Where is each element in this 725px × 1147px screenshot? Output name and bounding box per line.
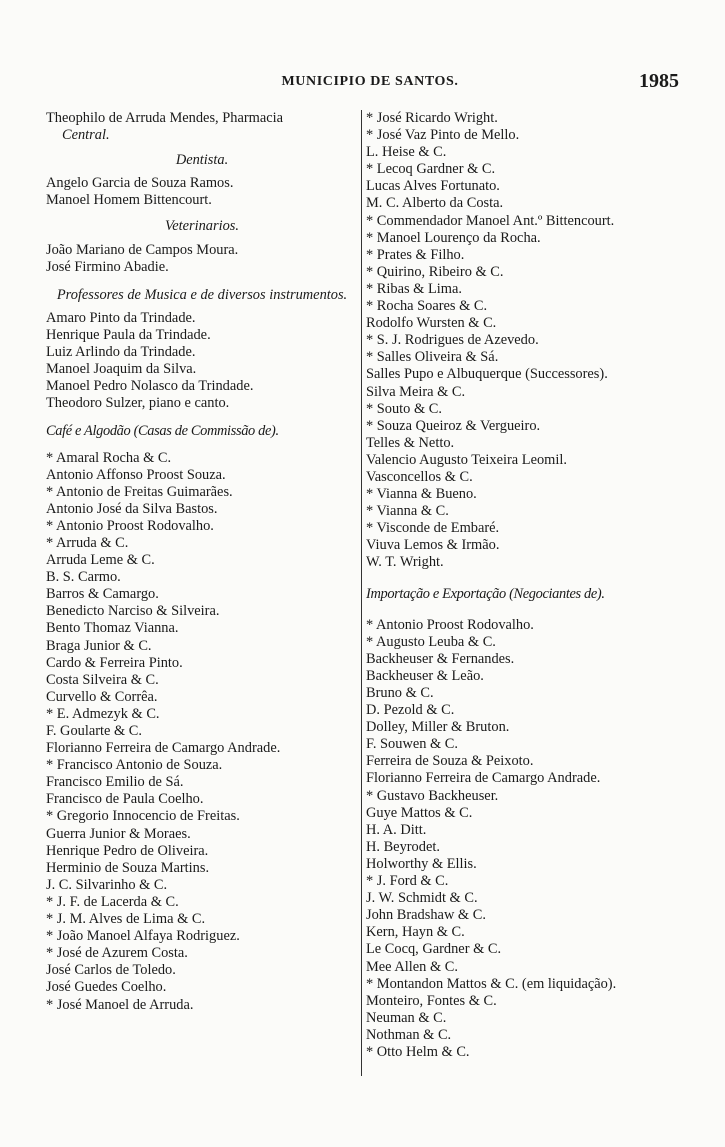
list-item: * Commendador Manoel Ant.º Bittencourt. xyxy=(366,212,615,229)
section-heading-cafe-algodao: Café e Algodão (Casas de Commissão de). xyxy=(46,423,279,440)
list-item: Henrique Pedro de Oliveira. xyxy=(46,842,209,859)
list-item: * J. Ford & C. xyxy=(366,873,449,890)
left-column xyxy=(46,110,358,1014)
list-item: * Antonio Proost Rodovalho. xyxy=(46,517,214,534)
list-item: Bruno & C. xyxy=(366,685,434,701)
list-item: * Francisco Antonio de Souza. xyxy=(46,757,223,774)
list-item: M. C. Alberto da Costa. xyxy=(366,195,504,212)
list-item: * Gregorio Innocencio de Freitas. xyxy=(46,808,240,825)
list-item: Le Cocq, Gardner & C. xyxy=(366,941,502,958)
list-item: F. Souwen & C. xyxy=(366,736,458,753)
list-item: * Montandon Mattos & C. (em liquidação). xyxy=(366,975,617,992)
list-item: Florianno Ferreira de Camargo Andrade. xyxy=(46,740,281,757)
list-item: * Souza Queiroz & Vergueiro. xyxy=(366,417,541,434)
list-item: Nothman & C. xyxy=(366,1026,452,1043)
list-item: Antonio José da Silva Bastos. xyxy=(46,500,218,517)
list-item: D. Pezold & C. xyxy=(366,702,455,719)
dentista-list xyxy=(46,175,358,209)
list-item: Rodolfo Wursten & C. xyxy=(366,315,497,332)
list-item: Ferreira de Souza & Peixoto. xyxy=(366,753,534,770)
list-item: * José Manoel de Arruda. xyxy=(46,996,194,1013)
list-item: Monteiro, Fontes & C. xyxy=(366,992,497,1009)
list-item: Florianno Ferreira de Camargo Andrade. xyxy=(366,770,601,787)
list-item: H. Beyrodet. xyxy=(366,838,440,855)
list-item: Curvello & Corrêa. xyxy=(46,688,158,705)
veterinarios-list xyxy=(46,242,358,276)
list-item: * Quirino, Ribeiro & C. xyxy=(366,263,504,280)
list-item: Salles Pupo e Albuquerque (Successores). xyxy=(366,366,608,383)
list-item: J. W. Schmidt & C. xyxy=(366,890,478,907)
column-divider xyxy=(361,110,362,1076)
commission-houses-continued-list xyxy=(366,110,702,572)
list-item: Amaro Pinto da Trindade. xyxy=(46,309,196,326)
list-item: * Lecoq Gardner & C. xyxy=(366,161,496,178)
list-item: John Bradshaw & C. xyxy=(366,907,486,924)
section-heading-dentista: Dentista. xyxy=(175,152,229,169)
list-item: João Mariano de Campos Moura. xyxy=(46,241,239,258)
list-item: * José Vaz Pinto de Mello. xyxy=(366,127,520,144)
list-item: * J. F. de Lacerda & C. xyxy=(46,893,179,910)
list-item: Braga Junior & C. xyxy=(46,637,152,654)
page-number: 1985 xyxy=(639,70,679,92)
section-heading-importacao-exportacao: Importação e Exportação (Negociantes de). xyxy=(366,585,605,602)
list-item: Vasconcellos & C. xyxy=(366,468,473,485)
list-item: Valencio Augusto Teixeira Leomil. xyxy=(366,451,567,468)
importacao-exportacao-list xyxy=(366,617,702,1061)
list-item: Backheuser & Fernandes. xyxy=(366,650,515,667)
list-item: * Augusto Leuba & C. xyxy=(366,633,496,650)
list-item: Costa Silveira & C. xyxy=(46,671,159,688)
section-heading-professores: Professores de Musica e de diversos instrumentos. xyxy=(56,286,348,303)
list-item: Manoel Pedro Nolasco da Trindade. xyxy=(46,378,254,395)
list-item: J. C. Silvarinho & C. xyxy=(46,876,168,893)
list-item: Neuman & C. xyxy=(366,1009,447,1026)
professores-list xyxy=(46,310,358,413)
list-item: Holworthy & Ellis. xyxy=(366,855,477,872)
list-item: * Souto & C. xyxy=(366,400,442,417)
list-item: Cardo & Ferreira Pinto. xyxy=(46,654,183,671)
list-item: Angelo Garcia de Souza Ramos. xyxy=(46,175,234,192)
right-column xyxy=(366,110,702,1061)
section-heading-veterinarios: Veterinarios. xyxy=(165,218,239,235)
list-item: Henrique Paula da Trindade. xyxy=(46,326,211,343)
list-item: Lucas Alves Fortunato. xyxy=(366,178,500,195)
list-item: B. S. Carmo. xyxy=(46,569,121,586)
list-item: * J. M. Alves de Lima & C. xyxy=(46,911,206,928)
list-item: * Gustavo Backheuser. xyxy=(366,787,499,804)
list-item: * Visconde de Embaré. xyxy=(366,520,500,537)
list-item: * João Manoel Alfaya Rodriguez. xyxy=(46,928,240,945)
list-item: Benedicto Narciso & Silveira. xyxy=(46,603,220,620)
list-item: * Ribas & Lima. xyxy=(366,280,462,297)
list-item: Backheuser & Leão. xyxy=(366,667,484,684)
list-item: Manoel Joaquim da Silva. xyxy=(46,361,197,378)
list-item: * Arruda & C. xyxy=(46,534,129,551)
list-item: Mee Allen & C. xyxy=(366,958,458,975)
list-item: * Vianna & Bueno. xyxy=(366,486,477,503)
list-item: * S. J. Rodrigues de Azevedo. xyxy=(366,332,539,349)
list-item: José Guedes Coelho. xyxy=(46,979,167,996)
list-item: Manoel Homem Bittencourt. xyxy=(46,192,212,209)
list-item: * Otto Helm & C. xyxy=(366,1043,470,1060)
page-header-title: MUNICIPIO DE SANTOS. xyxy=(281,74,459,89)
list-item: * José de Azurem Costa. xyxy=(46,945,188,962)
list-item: Silva Meira & C. xyxy=(366,383,466,400)
list-item: Guerra Junior & Moraes. xyxy=(46,825,191,842)
list-item: Theodoro Sulzer, piano e canto. xyxy=(46,395,230,412)
list-item: Viuva Lemos & Irmão. xyxy=(366,537,500,554)
list-item: * Antonio de Freitas Guimarães. xyxy=(46,483,233,500)
list-item: Guye Mattos & C. xyxy=(366,804,473,821)
list-item: José Carlos de Toledo. xyxy=(46,962,176,979)
list-item: Luiz Arlindo da Trindade. xyxy=(46,344,196,361)
list-item: Kern, Hayn & C. xyxy=(366,924,465,941)
list-item: * Manoel Lourenço da Rocha. xyxy=(366,229,541,246)
list-item: * José Ricardo Wright. xyxy=(366,110,498,126)
list-item: Francisco Emilio de Sá. xyxy=(46,774,184,791)
list-item: * E. Admezyk & C. xyxy=(46,705,160,722)
list-item: * Antonio Proost Rodovalho. xyxy=(366,616,534,633)
list-item: Dolley, Miller & Bruton. xyxy=(366,719,510,736)
list-item: Telles & Netto. xyxy=(366,434,455,451)
list-item: Francisco de Paula Coelho. xyxy=(46,791,204,808)
list-item: W. T. Wright. xyxy=(366,554,444,571)
list-item: * Amaral Rocha & C. xyxy=(46,449,172,466)
pharmacia-entry-continued: Central. xyxy=(62,127,110,144)
list-item: Barros & Camargo. xyxy=(46,586,159,603)
list-item: H. A. Ditt. xyxy=(366,821,427,838)
pharmacia-entry: Theophilo de Arruda Mendes, Pharmacia xyxy=(46,110,283,126)
list-item: F. Goularte & C. xyxy=(46,723,142,739)
list-item: Bento Thomaz Vianna. xyxy=(46,620,179,637)
list-item: * Rocha Soares & C. xyxy=(366,298,488,315)
list-item: José Firmino Abadie. xyxy=(46,258,169,275)
list-item: * Vianna & C. xyxy=(366,503,449,520)
list-item: Herminio de Souza Martins. xyxy=(46,859,210,876)
list-item: Antonio Affonso Proost Souza. xyxy=(46,466,226,483)
cafe-algodao-list xyxy=(46,450,358,1014)
list-item: Arruda Leme & C. xyxy=(46,552,155,569)
list-item: * Prates & Filho. xyxy=(366,246,465,263)
list-item: * Salles Oliveira & Sá. xyxy=(366,349,499,366)
list-item: L. Heise & C. xyxy=(366,144,447,161)
